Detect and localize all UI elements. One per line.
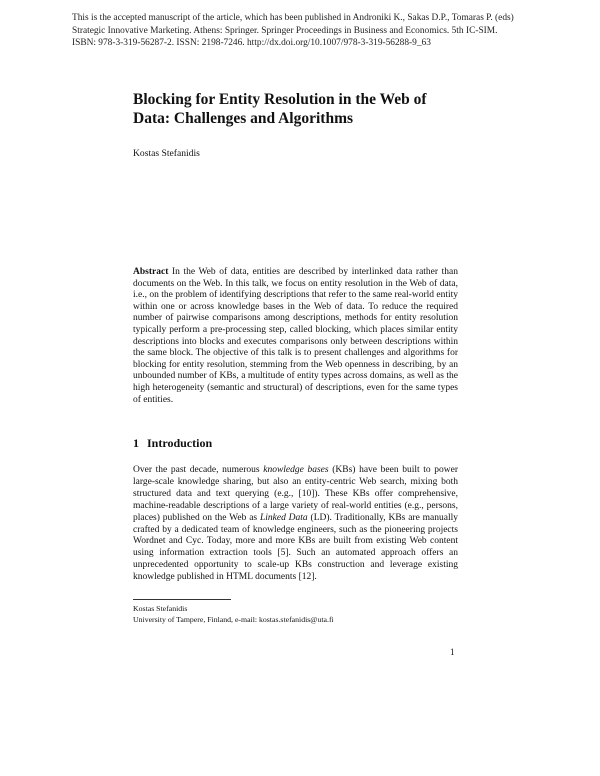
footnote-divider — [133, 599, 231, 600]
paper-title — [133, 90, 463, 128]
notice-line-3: ISBN: 978-3-319-56287-2. ISSN: 2198-7246. http://dx.doi.org/10.1007/978-3-319-56288-9_63 — [72, 38, 431, 48]
author-name: Kostas Stefanidis — [133, 148, 200, 159]
introduction-paragraph — [133, 465, 458, 584]
section-number: 1 — [133, 436, 139, 450]
abstract-label: Abstract — [133, 267, 169, 277]
notice-line-1: This is the accepted manuscript of the article, which has been published in Androniki K., Sakas D.P., Tomaras P. (eds) — [72, 13, 514, 23]
abstract-text: In the Web of data, entities are described by interlinked data rather than documents on the Web. In this talk, we focus on entity resolution in the Web of data, i.e., on the problem of identifying descriptions that refer to the same real-world entity within one or across knowledge bases in the Web of data. To reduce the required number of pairwise comparisons among descriptions, methods for entity resolution typically perform a pre-processing step, called blocking, which places similar entity descriptions into blocks and executes comparisons only between descriptions within the same block. The objective of this talk is to present challenges and algorithms for blocking for entity resolution, stemming from the Web openness in describing, by an unbounded number of KBs, a multitude of entity types across domains, as well as the high heterogeneity (semantic and structural) of descriptions, even for the same types of entities. — [133, 267, 459, 405]
intro-text-3: (LD). Traditionally, KBs are manually crafted by a dedicated team of knowledge engineers, such as the pioneering projects Wordnet and Cyc. Today, more and more KBs are built from existing Web content using information extraction tools [5]. Such an automated approach offers an unprecedented opportunity to scale-up KBs construction and leverage existing knowledge published in HTML documents [12]. — [133, 512, 458, 583]
footnote-affiliation: University of Tampere, Finland, e-mail: kostas.stefanidis@uta.fi — [133, 614, 334, 624]
title-line-2: Data: Challenges and Algorithms — [133, 110, 354, 127]
notice-line-2: Strategic Innovative Marketing. Athens: Springer. Springer Proceedings in Business and Economics. 5th IC-SIM. — [72, 25, 498, 36]
page-number: 1 — [450, 647, 455, 657]
abstract-paragraph — [133, 267, 458, 406]
intro-text-2: (KBs) have been built to power large-scale knowledge sharing, but also an entity-centric Web search, mixing both structured data and text querying (e.g., [10]). These KBs offer comprehensive, machine-readable descriptions of a large variety of real-world entities (e.g., persons, places) published on the Web as — [133, 465, 458, 523]
section-heading-introduction — [133, 436, 212, 451]
section-title: Introduction — [147, 436, 213, 450]
intro-emphasis-knowledge-bases: knowledge bases — [263, 465, 329, 475]
intro-text-1: Over the past decade, numerous — [133, 465, 264, 475]
footnote — [133, 604, 463, 625]
intro-emphasis-linked-data: Linked Data — [259, 512, 308, 523]
manuscript-notice — [72, 12, 542, 50]
title-line-1: Blocking for Entity Resolution in the Web of — [133, 91, 427, 108]
footnote-author: Kostas Stefanidis — [133, 604, 188, 613]
